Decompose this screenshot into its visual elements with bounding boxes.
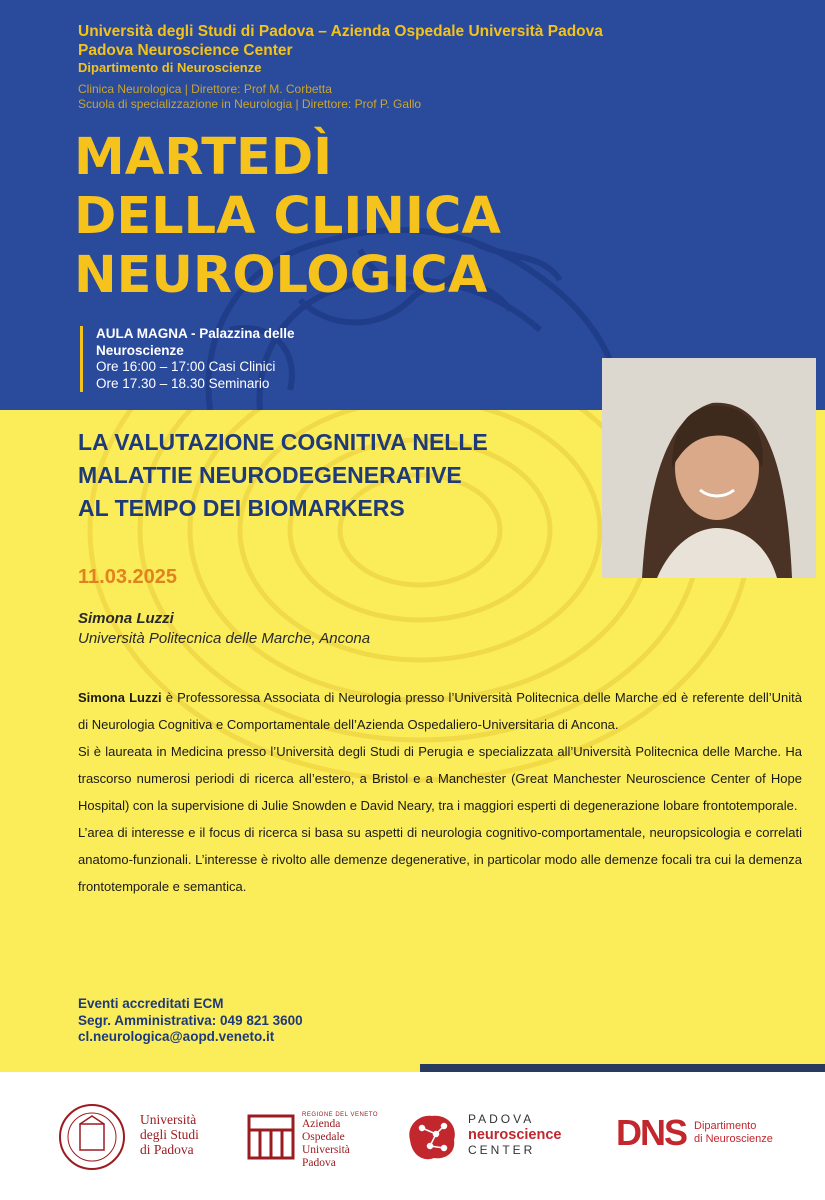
aop-line-4: Padova bbox=[302, 1157, 336, 1169]
bio-p1-text: è Professoressa Associata di Neurologia presso l’Università Politecnica delle Marche ed è referente dell’Unità di Neurologia Cognitiva e Comportamentale dell’Azienda Ospedaliero-Universitaria di Ancona. bbox=[78, 690, 802, 732]
venue-line-2: Neuroscienze bbox=[96, 342, 184, 358]
unipd-logo bbox=[52, 1102, 242, 1172]
unipd-line-3: di Padova bbox=[140, 1142, 194, 1157]
school-line: Scuola di specializzazione in Neurologia | Direttore: Prof P. Gallo bbox=[78, 97, 422, 111]
bio-paragraph-1 bbox=[78, 684, 802, 738]
speaker-affiliation: Università Politecnica delle Marche, Ancona bbox=[78, 630, 371, 647]
clinic-line: Clinica Neurologica | Direttore: Prof M. Corbetta bbox=[78, 82, 332, 96]
pnc-line-2: neuroscience bbox=[468, 1127, 562, 1143]
bio-paragraph-2: Si è laureata in Medicina presso l’Università degli Studi di Perugia e specializzata all’Università Politecnica delle Marche. Ha trascorso numerosi periodi di ricerca all’estero, a Bristol e a Manchester (Great Manchester Neuroscience Center of Hope Hospital) con la supervisione di Julie Snowden e David Neary, tra i maggiori esperti di degenerazione lobare frontotemporale. bbox=[78, 744, 802, 813]
aop-building-icon bbox=[246, 1110, 296, 1162]
aop-line-1: Azienda bbox=[302, 1118, 341, 1130]
bio-paragraph-3: L’area di interesse e il focus di ricerca si basa su aspetti di neurologia cognitivo-comportamentale, neuropsicologia e correlati anatomo-funzionali. L’interesse è rivolto alle demenze degenerative, in particolar modo alle demenze focali tra cui la demenza frontotemporale e semantica. bbox=[78, 825, 802, 894]
aop-line-3: Università bbox=[302, 1144, 350, 1156]
event-title bbox=[74, 128, 501, 305]
footer-divider bbox=[0, 1064, 825, 1072]
aop-line-2: Ospedale bbox=[302, 1131, 345, 1143]
unipd-line-2: degli Studi bbox=[140, 1127, 199, 1142]
department-line: Dipartimento di Neuroscienze bbox=[78, 60, 262, 75]
dns-line-1: Dipartimento bbox=[694, 1120, 757, 1132]
venue-line-1: AULA MAGNA - Palazzina delle bbox=[96, 326, 295, 341]
secretary-phone: Segr. Amministrativa: 049 821 3600 bbox=[78, 1012, 303, 1028]
speaker-bio bbox=[78, 684, 802, 900]
institution-line: Università degli Studi di Padova – Azienda Ospedale Università Padova bbox=[78, 23, 603, 40]
unipd-line-1: Università bbox=[140, 1112, 197, 1127]
title-line-1: MARTEDÌ bbox=[74, 128, 333, 187]
brain-network-icon bbox=[402, 1110, 460, 1165]
bio-name: Simona Luzzi bbox=[78, 690, 162, 705]
aop-logo bbox=[246, 1110, 386, 1170]
speaker-photo bbox=[602, 358, 816, 578]
unipd-seal-icon bbox=[52, 1102, 132, 1172]
pnc-line-1: PADOVA bbox=[468, 1112, 535, 1126]
header-banner bbox=[0, 0, 825, 410]
pnc-logo bbox=[402, 1110, 582, 1170]
venue-block bbox=[80, 326, 295, 392]
talk-title-line-1: LA VALUTAZIONE COGNITIVA NELLE bbox=[78, 429, 488, 455]
dns-line-2: di Neuroscienze bbox=[694, 1133, 773, 1145]
header-text bbox=[78, 22, 603, 112]
aop-region: REGIONE DEL VENETO bbox=[302, 1112, 379, 1118]
dns-logo bbox=[616, 1112, 796, 1162]
venue-line-4: Ore 17.30 – 18.30 Seminario bbox=[96, 375, 270, 391]
pnc-line-3: CENTER bbox=[468, 1143, 536, 1157]
venue-line-3: Ore 16:00 – 17:00 Casi Clinici bbox=[96, 359, 276, 374]
title-line-2: DELLA CLINICA bbox=[74, 187, 501, 246]
talk-title-line-2: MALATTIE NEURODEGENERATIVE bbox=[78, 462, 462, 488]
title-line-3: NEUROLOGICA bbox=[74, 246, 488, 305]
talk-title bbox=[78, 426, 488, 525]
talk-title-line-3: AL TEMPO DEI BIOMARKERS bbox=[78, 495, 405, 521]
contact-email[interactable]: cl.neurologica@aopd.veneto.it bbox=[78, 1029, 275, 1044]
dns-mark: DNS bbox=[616, 1112, 687, 1153]
event-date: 11.03.2025 bbox=[78, 566, 177, 588]
contacts-block bbox=[78, 996, 303, 1046]
speaker-name: Simona Luzzi bbox=[78, 610, 174, 627]
ecm-note: Eventi accreditati ECM bbox=[78, 996, 224, 1011]
center-line: Padova Neuroscience Center bbox=[78, 42, 293, 59]
speaker-block bbox=[78, 609, 370, 649]
